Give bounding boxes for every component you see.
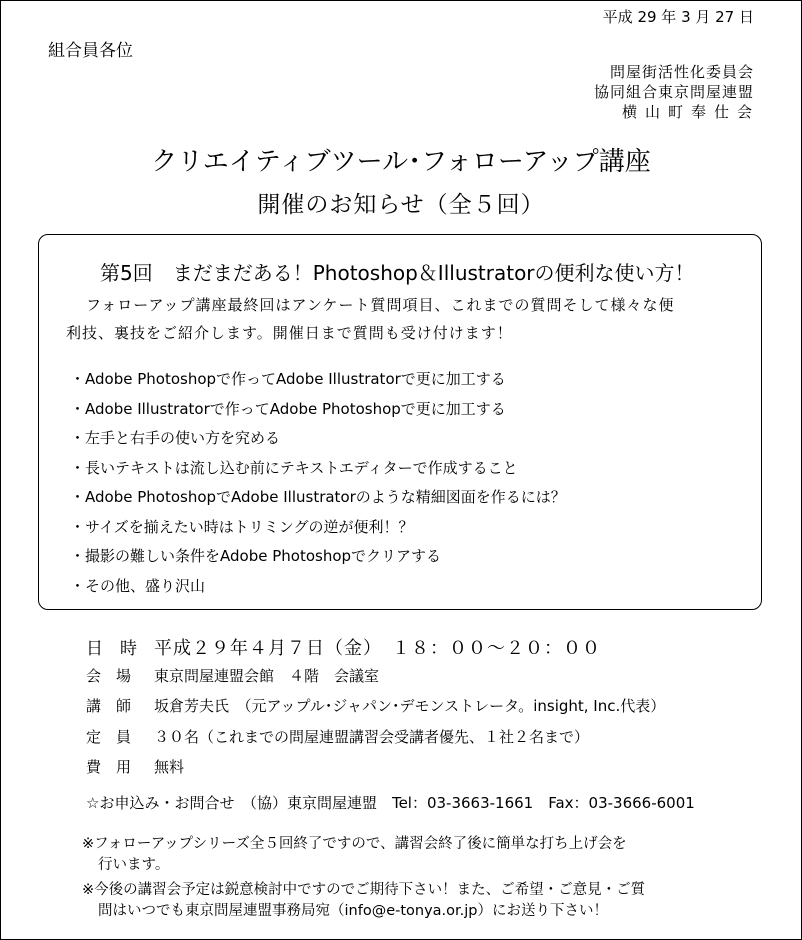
document-title: クリエイティブツール･フォローアップ講座 [151,147,651,177]
topic-list [70,368,566,604]
contact-info: ☆お申込み・お問合せ （協）東京問屋連盟 Tel：03-3663-1661 Fax：03-3666-6001 [86,794,695,812]
intro-text-line-1: フォローアップ講座最終回はアンケート質問項目、これまでの質問そして様々な便 [86,296,675,314]
note-line-1: ※フォローアップシリーズ全５回終了ですので、講習会終了後に簡単な打ち上げ会を [82,836,627,852]
note-line-2: 問はいつでも東京問屋連盟事務局宛（info@e-tonya.or.jp）にお送り下さい！ [98,903,609,919]
detail-label: 講 師 [86,697,132,715]
detail-value: 坂倉芳夫氏 （元アップル･ジャパン･デモンストレータ。insight, Inc.代表） [154,697,666,715]
document-subtitle: 開催のお知らせ（全５回） [257,192,545,218]
detail-row-capacity [86,726,665,757]
detail-row-fee [86,756,665,787]
topic-item: ・撮影の難しい条件をAdobe Photoshopでクリアする [70,547,442,565]
topic-item: ・サイズを揃えたい時はトリミングの逆が便利！？ [70,517,414,536]
detail-label: 日 時 [86,639,137,659]
note-line-2: 行います。 [98,857,170,873]
intro-text-line-2: 利技、裏技をご紹介します。開催日まで質問も受け付けます！ [66,324,513,342]
note-party [82,834,627,876]
topic-item: ・左手と右手の使い方を究める [70,429,281,447]
session-title: 第5回 まだまだある！Photoshop＆Illustratorの便利な使い方！ [100,261,695,285]
document-date: 平成 29 年 3 月 27 日 [602,8,754,26]
detail-value: 東京問屋連盟会館 ４階 会議室 [154,666,380,685]
note-future [82,880,645,922]
topic-item: ・Adobe Photoshopで作ってAdobe Illustratorで更に加工する [70,370,506,388]
detail-label: 会 場 [86,666,132,685]
topic-item: ・Adobe Illustratorで作ってAdobe Photoshopで更に加工する [70,399,506,418]
detail-value: 無料 [154,758,185,776]
topic-item: ・長いテキストは流し込む前にテキストエディターで作成すること [70,458,518,477]
detail-label: 定 員 [86,727,132,746]
event-details [86,634,665,787]
detail-label: 費 用 [86,758,132,776]
note-line-1: ※今後の講習会予定は鋭意検討中ですのでご期待下さい！また、ご希望・ご意見・ご質 [82,882,646,898]
topic-item: ・Adobe PhotoshopでAdobe Illustratorのような精細図面を作るには？ [70,488,566,506]
detail-value: ３０名（これまでの問屋連盟講習会受講者優先、１社２名まで） [154,727,590,746]
detail-row-datetime [86,634,665,665]
topic-item: ・その他、盛り沢山 [70,576,206,595]
sender-org-2: 協同組合東京問屋連盟 [593,83,754,101]
sender-org-1: 問屋街活性化委員会 [609,63,754,81]
addressee: 組合員各位 [48,41,133,61]
detail-value: 平成２９年４月７日（金） １８：００～２０：００ [154,638,601,659]
detail-row-venue [86,665,665,696]
sender-org-3: 横山町奉仕会 [621,103,760,121]
detail-row-instructor [86,695,665,726]
